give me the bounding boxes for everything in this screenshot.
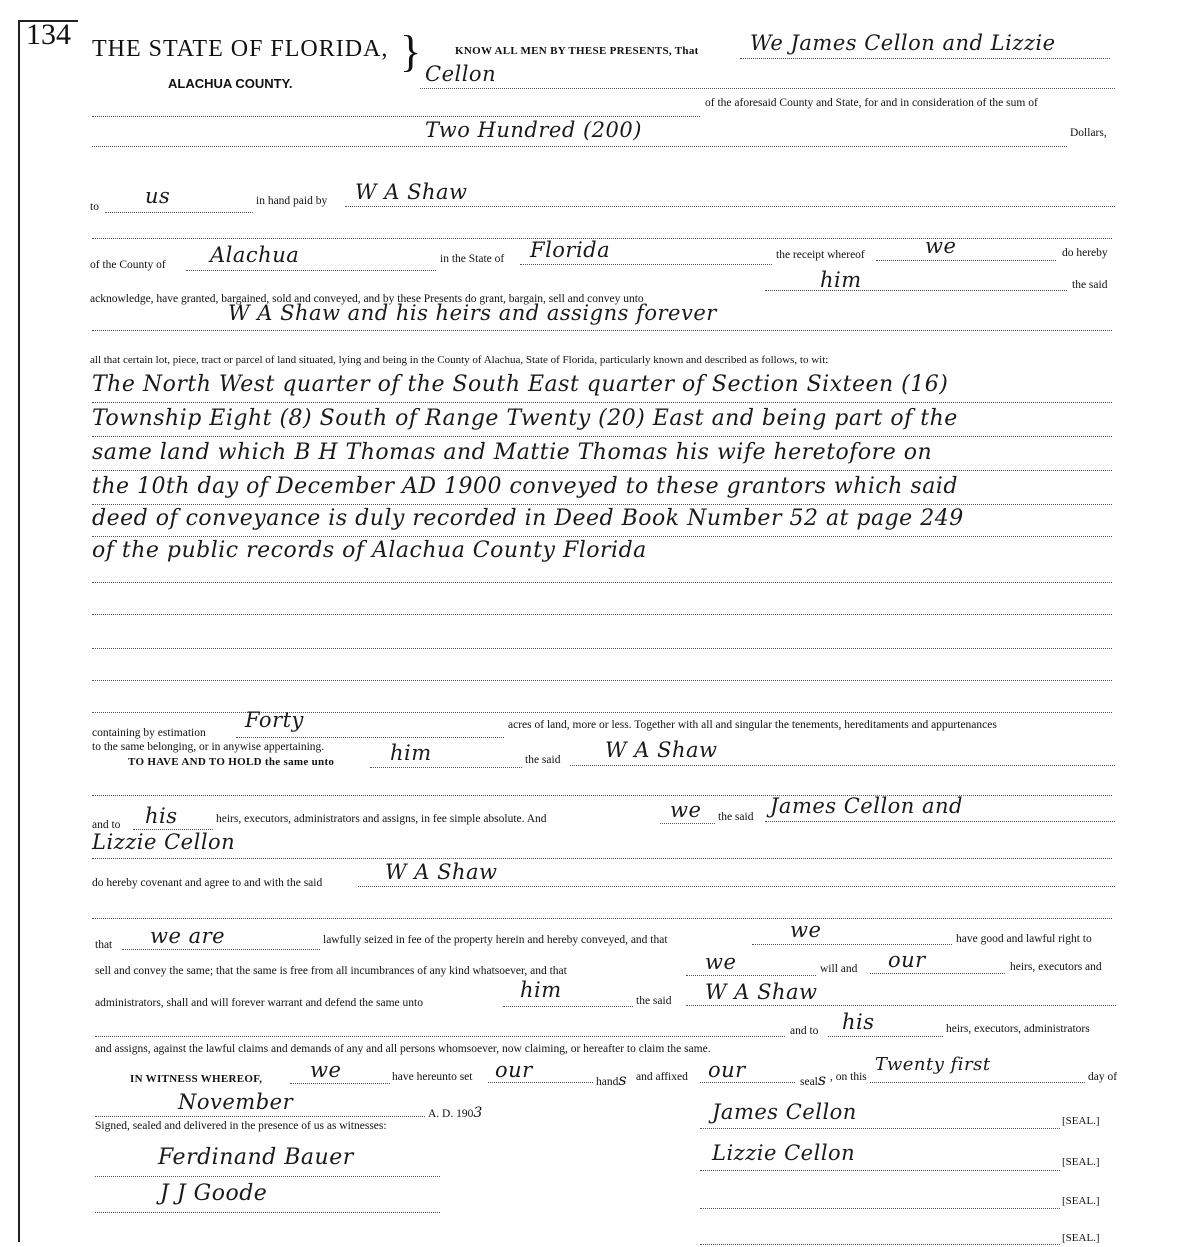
on-this-label: , on this bbox=[830, 1071, 867, 1083]
desc-line bbox=[92, 536, 1112, 537]
names-handwritten-2: Lizzie Cellon bbox=[92, 830, 236, 854]
hands-label bbox=[596, 1072, 627, 1089]
covenant-said-handwritten: W A Shaw bbox=[385, 860, 498, 884]
seal-label bbox=[800, 1072, 826, 1089]
header-brace: } bbox=[400, 27, 422, 76]
sell-hw-2: our bbox=[888, 948, 926, 972]
grantor-2-line bbox=[700, 1170, 1060, 1171]
ad-text: A. D. 190 bbox=[428, 1108, 474, 1120]
containing-label: containing by estimation bbox=[92, 727, 206, 739]
seal-plural: s bbox=[817, 1070, 827, 1089]
grantors-line-1 bbox=[740, 58, 1110, 59]
desc-line bbox=[92, 402, 1112, 403]
witness-we-handwritten: we bbox=[310, 1058, 342, 1082]
lawfully-text: lawfully seized in fee of the property herein and hereby conveyed, and that bbox=[323, 934, 668, 946]
unto-handwritten: him bbox=[820, 268, 862, 292]
the-said-label: the said bbox=[1072, 279, 1108, 291]
grantor-3-line bbox=[700, 1208, 1060, 1209]
year-handwritten: 3 bbox=[473, 1105, 483, 1121]
state-handwritten: Florida bbox=[530, 238, 611, 262]
sell-hw-1: we bbox=[705, 950, 737, 974]
hand-word: hand bbox=[596, 1076, 619, 1088]
paid-by-line bbox=[345, 206, 1115, 207]
to-handwritten: us bbox=[145, 184, 171, 208]
day-handwritten: Twenty first bbox=[875, 1054, 991, 1075]
admin-unto-blank bbox=[503, 1006, 633, 1007]
month-blank bbox=[95, 1116, 425, 1117]
covenant-blank bbox=[358, 886, 1115, 887]
blank-line bbox=[92, 918, 1112, 919]
in-witness-label: IN WITNESS WHEREOF, bbox=[130, 1073, 263, 1085]
that-handwritten: we are bbox=[150, 924, 226, 948]
witness-1-signature: Ferdinand Bauer bbox=[158, 1145, 354, 1170]
admin-his-blank bbox=[828, 1036, 943, 1037]
have-hold-said-label: the said bbox=[525, 754, 561, 766]
desc-line bbox=[92, 680, 1112, 681]
receipt-blank bbox=[876, 260, 1056, 261]
acres-blank bbox=[236, 737, 504, 738]
admin-text: administrators, shall and will forever warrant and defend the same unto bbox=[95, 997, 423, 1009]
in-hand-label: in hand paid by bbox=[256, 195, 328, 207]
acknowledge-text: acknowledge, have granted, bargained, sold and conveyed, and by these Presents do grant, bargain, sell and convey unto bbox=[90, 293, 644, 305]
admin-and-to-label: and to bbox=[790, 1025, 819, 1037]
his-handwritten: his bbox=[145, 804, 178, 828]
seal-2: [SEAL.] bbox=[1062, 1156, 1100, 1168]
grantor-1-signature: James Cellon bbox=[712, 1100, 857, 1124]
acres-handwritten: Forty bbox=[245, 708, 304, 732]
day-blank bbox=[870, 1082, 1085, 1083]
signed-text: Signed, sealed and delivered in the presence of us as witnesses: bbox=[95, 1120, 387, 1132]
witness-2-signature: J J Goode bbox=[160, 1181, 268, 1206]
in-state-label: in the State of bbox=[440, 253, 505, 265]
witness-our-handwritten: our bbox=[495, 1058, 533, 1082]
witness-1-line bbox=[95, 1176, 440, 1177]
heirs-text: heirs, executors, administrators and assigns, in fee simple absolute. And bbox=[216, 813, 547, 825]
and-handwritten: we bbox=[670, 798, 702, 822]
heirs-said-label: the said bbox=[718, 811, 754, 823]
have-set-label: have hereunto set bbox=[392, 1071, 473, 1083]
that2-blank bbox=[752, 944, 952, 945]
description-line-1: The North West quarter of the South East quarter of Section Sixteen (16) bbox=[92, 372, 949, 397]
witness-our-blank bbox=[488, 1082, 593, 1083]
assigns-text: and assigns, against the lawful claims and demands of any and all persons whomsoever, now claiming, or hereafter to claim the same. bbox=[95, 1043, 711, 1055]
admin-his-handwritten: his bbox=[842, 1010, 875, 1034]
affixed-label: and affixed bbox=[636, 1071, 688, 1083]
state-title: THE STATE OF FLORIDA, bbox=[92, 36, 389, 62]
desc-line bbox=[92, 470, 1112, 471]
seal-3: [SEAL.] bbox=[1062, 1195, 1100, 1207]
to-label: to bbox=[90, 201, 99, 213]
admin-heirs-text: heirs, executors, administrators bbox=[946, 1023, 1090, 1035]
have-hold-unto-handwritten: him bbox=[390, 741, 432, 765]
grantee-handwritten: W A Shaw and his heirs and assigns forever bbox=[228, 301, 717, 325]
amount-handwritten: Two Hundred (200) bbox=[425, 118, 642, 142]
witness-2-line bbox=[95, 1212, 440, 1213]
dollars-label: Dollars, bbox=[1070, 127, 1107, 139]
grantor-1-line bbox=[700, 1128, 1060, 1129]
desc-line bbox=[92, 582, 1112, 583]
covenant-text: do hereby covenant and agree to and with the said bbox=[92, 877, 323, 889]
grantors-line-2 bbox=[420, 88, 1115, 89]
receipt-label: the receipt whereof bbox=[776, 249, 865, 261]
and-blank bbox=[660, 823, 715, 824]
sell-heirs-text: heirs, executors and bbox=[1010, 961, 1102, 973]
have-hold-blank bbox=[370, 767, 522, 768]
grantor-2-signature: Lizzie Cellon bbox=[712, 1141, 856, 1165]
seal-1: [SEAL.] bbox=[1062, 1115, 1100, 1127]
have-hold-said-blank bbox=[570, 765, 1115, 766]
to-line bbox=[105, 212, 253, 213]
county-title: ALACHUA COUNTY. bbox=[168, 76, 293, 91]
will-and-label: will and bbox=[820, 963, 858, 975]
that-label: that bbox=[95, 939, 113, 951]
desc-line bbox=[92, 504, 1112, 505]
acres-text: acres of land, more or less. Together with all and singular the tenements, hereditaments and appurtenances bbox=[508, 719, 997, 731]
seal-4: [SEAL.] bbox=[1062, 1232, 1100, 1244]
description-line-2: Township Eight (8) South of Range Twenty (20) East and being part of the bbox=[92, 406, 958, 431]
admin-said-blank bbox=[686, 1005, 1116, 1006]
admin-said-label: the said bbox=[636, 995, 672, 1007]
admin-said-handwritten: W A Shaw bbox=[705, 980, 818, 1004]
grantors-handwritten-2: Cellon bbox=[425, 62, 497, 86]
sell-blank-2 bbox=[870, 973, 1005, 974]
land-intro: all that certain lot, piece, tract or parcel of land situated, lying and being in the County of Alachua, State of Florida, particularly known and described as follows, to wit: bbox=[90, 354, 829, 366]
ad-label bbox=[428, 1106, 482, 1121]
page-number: 134 bbox=[26, 18, 71, 51]
grantor-4-line bbox=[700, 1244, 1060, 1245]
have-good-text: have good and lawful right to bbox=[956, 933, 1092, 945]
that-blank bbox=[122, 949, 320, 950]
paid-by-handwritten: W A Shaw bbox=[355, 180, 468, 204]
description-line-4: the 10th day of December AD 1900 conveyed to these grantors which said bbox=[92, 474, 958, 499]
names-handwritten: James Cellon and bbox=[770, 794, 963, 818]
description-line-3: same land which B H Thomas and Mattie Thomas his wife heretofore on bbox=[92, 440, 933, 465]
have-hold-said-handwritten: W A Shaw bbox=[605, 738, 718, 762]
belonging-text: to the same belonging, or in anywise appertaining. bbox=[92, 741, 325, 753]
receipt-handwritten: we bbox=[925, 234, 957, 258]
names-blank bbox=[765, 821, 1115, 822]
hand-plural: s bbox=[618, 1070, 627, 1089]
and-to-label: and to bbox=[92, 819, 121, 831]
description-line-6: of the public records of Alachua County Florida bbox=[92, 538, 647, 563]
left-border bbox=[18, 22, 20, 1242]
blank-line bbox=[95, 1036, 785, 1037]
know-all-men: KNOW ALL MEN BY THESE PRESENTS, That bbox=[455, 45, 699, 57]
day-of-label: day of bbox=[1088, 1071, 1118, 1083]
sell-text: sell and convey the same; that the same is free from all incumbrances of any kind whatsoever, and that bbox=[95, 965, 567, 977]
consideration-text: of the aforesaid County and State, for and in consideration of the sum of bbox=[705, 97, 1038, 109]
sell-blank-1 bbox=[686, 975, 816, 976]
description-line-5: deed of conveyance is duly recorded in Deed Book Number 52 at page 249 bbox=[92, 506, 964, 531]
do-hereby-label: do hereby bbox=[1062, 247, 1108, 259]
month-handwritten: November bbox=[178, 1090, 294, 1114]
blank-line bbox=[92, 858, 1112, 859]
witness-our2-handwritten: our bbox=[708, 1058, 746, 1082]
desc-line bbox=[92, 614, 1112, 615]
grantors-handwritten-1: We James Cellon and Lizzie bbox=[750, 31, 1056, 55]
seal-word: seal bbox=[800, 1076, 818, 1088]
that2-handwritten: we bbox=[790, 918, 822, 942]
county-handwritten: Alachua bbox=[210, 243, 300, 267]
state-blank bbox=[520, 264, 772, 265]
witness-we-blank bbox=[290, 1083, 390, 1084]
witness-our2-blank bbox=[700, 1082, 795, 1083]
amount-line bbox=[92, 146, 1067, 147]
grantee-line bbox=[92, 330, 1112, 331]
desc-line bbox=[92, 436, 1112, 437]
have-hold-text: TO HAVE AND TO HOLD the same unto bbox=[128, 756, 335, 768]
desc-line bbox=[92, 648, 1112, 649]
county-blank bbox=[186, 270, 436, 271]
admin-unto-handwritten: him bbox=[520, 978, 562, 1002]
unto-blank bbox=[765, 290, 1067, 291]
of-county-label: of the County of bbox=[90, 259, 166, 271]
